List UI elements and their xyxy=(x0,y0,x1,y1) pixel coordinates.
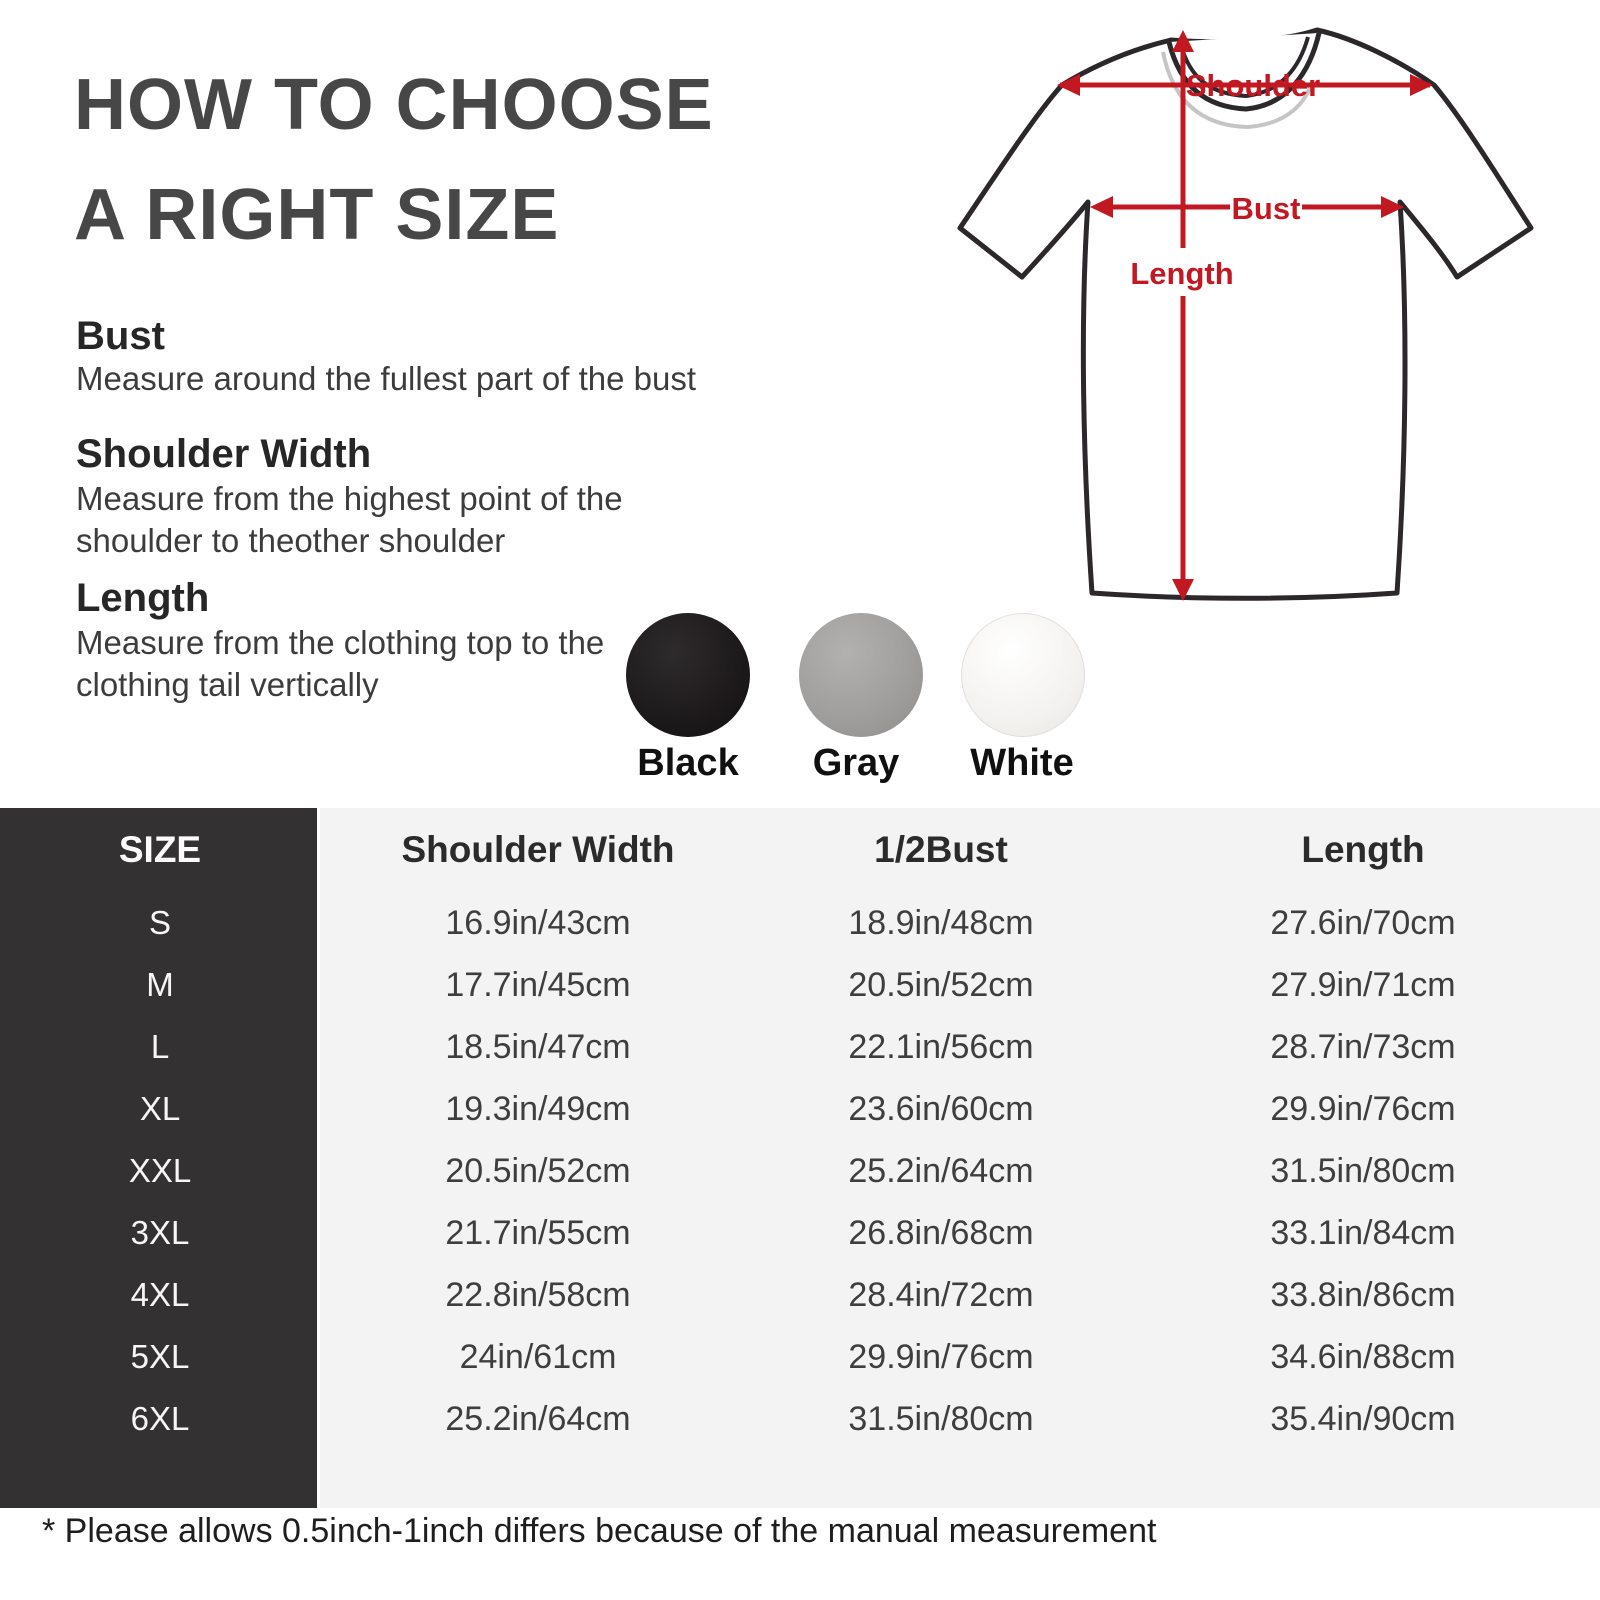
row-3xl-size: 3XL xyxy=(130,1214,190,1251)
row-3xl-length: 33.1in/84cm xyxy=(1270,1213,1456,1252)
row-5xl-shoulder: 24in/61cm xyxy=(459,1337,617,1376)
row-6xl-size: 6XL xyxy=(130,1400,190,1437)
row-6xl-bust: 31.5in/80cm xyxy=(848,1399,1034,1438)
shoulder-arrow-label: Shoulder xyxy=(1185,68,1321,103)
page-title xyxy=(74,50,714,270)
row-xxl-shoulder: 20.5in/52cm xyxy=(445,1151,631,1190)
shoulder-instruction-text xyxy=(76,478,623,562)
row-6xl-shoulder: 25.2in/64cm xyxy=(445,1399,631,1438)
white-swatch-circle xyxy=(961,613,1085,737)
row-5xl-length: 34.6in/88cm xyxy=(1270,1337,1456,1376)
row-4xl-size: 4XL xyxy=(130,1276,190,1313)
row-6xl-length: 35.4in/90cm xyxy=(1270,1399,1456,1438)
row-xl-length: 29.9in/76cm xyxy=(1270,1089,1456,1128)
gray-swatch-circle xyxy=(799,613,923,737)
row-m-size: M xyxy=(146,966,174,1003)
row-4xl-shoulder: 22.8in/58cm xyxy=(445,1275,631,1314)
row-m-length: 27.9in/71cm xyxy=(1270,965,1456,1004)
shoulder-instruction-heading: Shoulder Width xyxy=(76,432,372,476)
row-m-shoulder: 17.7in/45cm xyxy=(445,965,631,1004)
black-swatch-circle xyxy=(626,613,750,737)
row-5xl-size: 5XL xyxy=(130,1338,190,1375)
row-xl-shoulder: 19.3in/49cm xyxy=(445,1089,631,1128)
size-table-grid xyxy=(0,808,1600,1450)
row-l-shoulder: 18.5in/47cm xyxy=(445,1027,631,1066)
header-length: Length xyxy=(1301,829,1425,870)
bust-instruction-text: Measure around the fullest part of the bust xyxy=(76,360,697,397)
row-l-bust: 22.1in/56cm xyxy=(848,1027,1034,1066)
length-arrow-label: Length xyxy=(1130,256,1234,291)
row-4xl-length: 33.8in/86cm xyxy=(1270,1275,1456,1314)
header-shoulder-width: Shoulder Width xyxy=(401,829,675,870)
row-l-length: 28.7in/73cm xyxy=(1270,1027,1456,1066)
header-half-bust: 1/2Bust xyxy=(874,829,1008,870)
tshirt-outline xyxy=(960,30,1531,598)
page-title-line-2: A RIGHT SIZE xyxy=(74,175,560,255)
row-3xl-shoulder: 21.7in/55cm xyxy=(445,1213,631,1252)
black-swatch-label: Black xyxy=(637,742,739,784)
row-xxl-size: XXL xyxy=(128,1152,192,1189)
shoulder-instruction-line-2: shoulder to theother shoulder xyxy=(76,522,506,559)
bust-instruction-heading: Bust xyxy=(76,314,165,358)
row-xl-size: XL xyxy=(139,1090,181,1127)
shoulder-instruction-line-1: Measure from the highest point of the xyxy=(76,480,623,517)
tshirt-diagram xyxy=(930,0,1550,612)
row-l-size: L xyxy=(150,1028,170,1065)
row-5xl-bust: 29.9in/76cm xyxy=(848,1337,1034,1376)
row-m-bust: 20.5in/52cm xyxy=(848,965,1034,1004)
footer-note: * Please allows 0.5inch-1inch differs because of the manual measurement xyxy=(42,1512,1157,1550)
length-instruction-heading: Length xyxy=(76,576,210,620)
white-swatch-label: White xyxy=(970,742,1074,784)
length-instruction-line-1: Measure from the clothing top to the xyxy=(76,624,605,661)
row-s-bust: 18.9in/48cm xyxy=(848,903,1034,942)
row-s-size: S xyxy=(148,904,171,941)
row-3xl-bust: 26.8in/68cm xyxy=(848,1213,1034,1252)
row-xl-bust: 23.6in/60cm xyxy=(848,1089,1034,1128)
header-size: SIZE xyxy=(118,829,202,870)
row-4xl-bust: 28.4in/72cm xyxy=(848,1275,1034,1314)
gray-swatch-label: Gray xyxy=(812,742,900,784)
row-s-shoulder: 16.9in/43cm xyxy=(445,903,631,942)
page-title-line-1: HOW TO CHOOSE xyxy=(74,65,714,145)
row-xxl-bust: 25.2in/64cm xyxy=(848,1151,1034,1190)
length-instruction-text xyxy=(76,622,604,706)
size-table xyxy=(0,808,1600,1508)
row-s-length: 27.6in/70cm xyxy=(1270,903,1456,942)
bust-arrow-label: Bust xyxy=(1231,191,1301,226)
row-xxl-length: 31.5in/80cm xyxy=(1270,1151,1456,1190)
length-instruction-line-2: clothing tail vertically xyxy=(76,666,379,703)
